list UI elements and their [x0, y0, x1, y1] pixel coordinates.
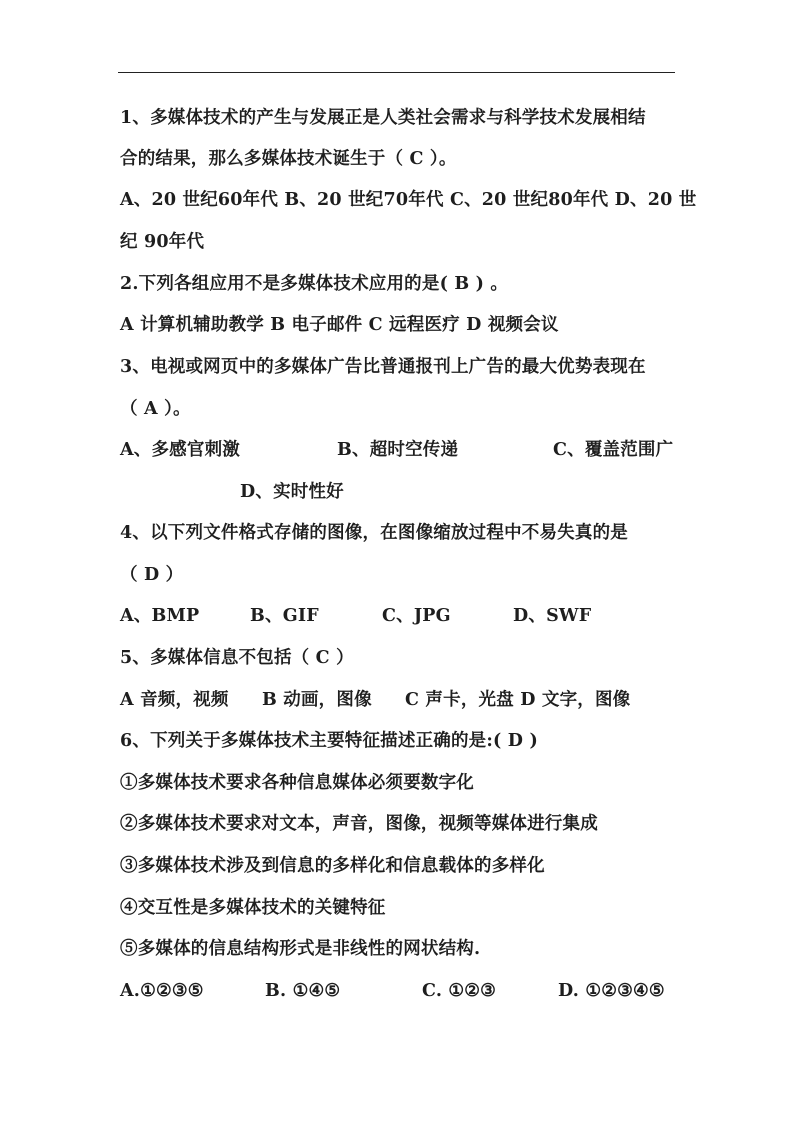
q3-stem-cont: （ A ）。: [120, 399, 191, 419]
q1-stem-cont: 合的结果，那么多媒体技术诞生于（ C ）。: [120, 149, 457, 169]
q4-option-d: D、SWF: [513, 606, 592, 626]
q6-option-a: A.①②③⑤: [120, 981, 204, 1001]
q3-stem: 3、电视或网页中的多媒体广告比普通报刊上广告的最大优势表现在: [120, 357, 646, 377]
q3-option-c: C、覆盖范围广: [553, 440, 674, 460]
q4-option-c: C、JPG: [382, 606, 451, 626]
q6-item: ③多媒体技术涉及到信息的多样化和信息载体的多样化: [120, 856, 545, 876]
q1-options-cont: 纪 90年代: [120, 232, 205, 252]
q5-option-c: C 声卡，光盘 D 文字，图像: [405, 690, 631, 710]
q3-option-d: D、实时性好: [240, 482, 344, 502]
q6-option-d: D. ①②③④⑤: [558, 981, 665, 1001]
q4-option-a: A、BMP: [120, 606, 200, 626]
q6-item: ①多媒体技术要求各种信息媒体必须要数字化: [120, 773, 474, 793]
q1-stem: 1、多媒体技术的产生与发展正是人类社会需求与科学技术发展相结: [120, 108, 646, 128]
q4-stem: 4、以下列文件格式存储的图像，在图像缩放过程中不易失真的是: [120, 523, 628, 543]
q5-option-a: A 音频，视频: [120, 690, 229, 710]
q1-options: A、20 世纪60年代 B、20 世纪70年代 C、20 世纪80年代 D、20 世: [120, 190, 697, 210]
q2-options: A 计算机辅助教学 B 电子邮件 C 远程医疗 D 视频会议: [120, 315, 559, 335]
q3-option-b: B、超时空传递: [337, 440, 459, 460]
q6-option-b: B. ①④⑤: [265, 981, 341, 1001]
q4-option-b: B、GIF: [250, 606, 319, 626]
q4-stem-cont: （ D ）: [120, 565, 184, 585]
q3-option-a: A、多感官刺激: [120, 440, 240, 460]
q6-item: ④交互性是多媒体技术的关键特征: [120, 898, 386, 918]
q2-stem: 2.下列各组应用不是多媒体技术应用的是( B ) 。: [120, 274, 509, 294]
q6-option-c: C. ①②③: [422, 981, 497, 1001]
q5-option-b: B 动画，图像: [262, 690, 372, 710]
q6-stem: 6、下列关于多媒体技术主要特征描述正确的是:( D ): [120, 731, 538, 751]
q5-stem: 5、多媒体信息不包括（ C ）: [120, 648, 354, 668]
header-rule: [118, 72, 675, 73]
q6-item: ⑤多媒体的信息结构形式是非线性的网状结构.: [120, 939, 481, 959]
q6-item: ②多媒体技术要求对文本，声音，图像，视频等媒体进行集成: [120, 814, 598, 834]
